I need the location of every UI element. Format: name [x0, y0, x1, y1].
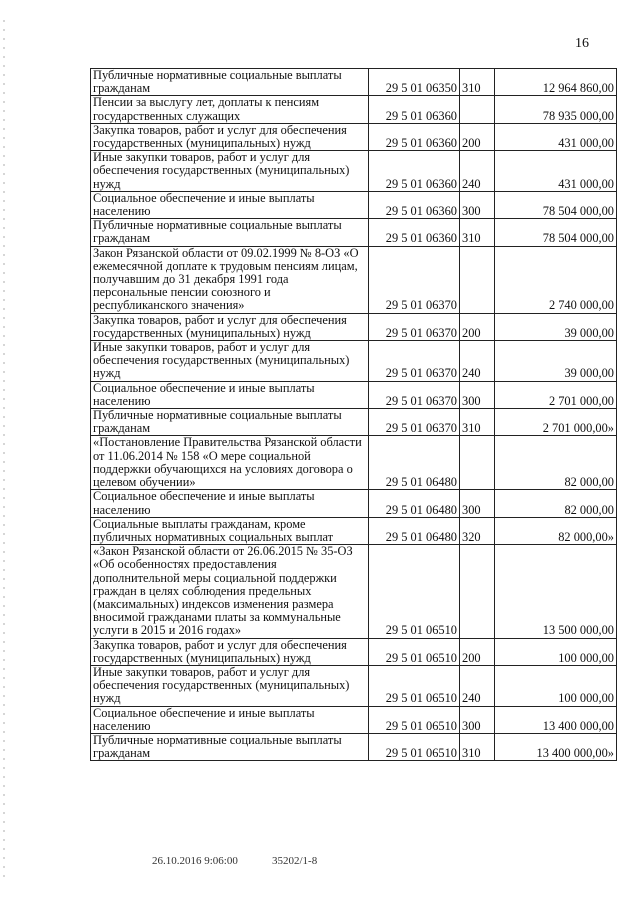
row-code: 29 5 01 06510: [369, 706, 460, 733]
row-type: 300: [460, 706, 495, 733]
table-row: [91, 733, 617, 760]
row-code: 29 5 01 06480: [369, 436, 460, 490]
row-type: 300: [460, 381, 495, 408]
row-code: 29 5 01 06350: [369, 69, 460, 96]
row-type: 200: [460, 313, 495, 340]
row-type: 300: [460, 191, 495, 218]
table-row: [91, 706, 617, 733]
row-code: 29 5 01 06480: [369, 517, 460, 544]
row-name: Иные закупки товаров, работ и услуг для обеспечения государственных (муниципальных) нужд: [91, 665, 369, 706]
table-row: [91, 219, 617, 246]
row-sum: 78 935 000,00: [495, 96, 617, 123]
row-type: [460, 436, 495, 490]
row-name: Публичные нормативные социальные выплаты гражданам: [91, 409, 369, 436]
page-number: 16: [575, 36, 589, 51]
row-name: Социальные выплаты гражданам, кроме публичных нормативных социальных выплат: [91, 517, 369, 544]
row-name: Иные закупки товаров, работ и услуг для обеспечения государственных (муниципальных) нужд: [91, 151, 369, 192]
row-type: 200: [460, 638, 495, 665]
table-row: [91, 191, 617, 218]
row-type: [460, 545, 495, 638]
row-code: 29 5 01 06360: [369, 191, 460, 218]
table-row: [91, 436, 617, 490]
table-row: [91, 123, 617, 150]
row-code: 29 5 01 06370: [369, 341, 460, 382]
table-row: [91, 246, 617, 313]
row-name: Публичные нормативные социальные выплаты гражданам: [91, 733, 369, 760]
row-sum: 2 740 000,00: [495, 246, 617, 313]
table-row: [91, 665, 617, 706]
row-type: [460, 96, 495, 123]
table-row: [91, 151, 617, 192]
budget-table-body: [91, 69, 617, 761]
row-type: 310: [460, 733, 495, 760]
row-type: 300: [460, 490, 495, 517]
row-type: 240: [460, 665, 495, 706]
table-row: [91, 545, 617, 638]
row-name: Социальное обеспечение и иные выплаты населению: [91, 490, 369, 517]
row-sum: 13 500 000,00: [495, 545, 617, 638]
row-name: Закупка товаров, работ и услуг для обеспечения государственных (муниципальных) нужд: [91, 123, 369, 150]
row-code: 29 5 01 06480: [369, 490, 460, 517]
row-code: 29 5 01 06370: [369, 246, 460, 313]
scan-margin-artifact: [3, 20, 5, 880]
row-type: 240: [460, 341, 495, 382]
row-code: 29 5 01 06370: [369, 381, 460, 408]
row-sum: 100 000,00: [495, 638, 617, 665]
table-row: [91, 409, 617, 436]
row-name: Закупка товаров, работ и услуг для обеспечения государственных (муниципальных) нужд: [91, 313, 369, 340]
row-name: Публичные нормативные социальные выплаты гражданам: [91, 69, 369, 96]
row-name: Социальное обеспечение и иные выплаты населению: [91, 706, 369, 733]
row-name: Закон Рязанской области от 09.02.1999 № 8-ОЗ «О ежемесячной доплате к трудовым пенсиям лицам, получавшим до 31 декабря 1991 года персональные пенсии союзного и республиканского значения»: [91, 246, 369, 313]
table-row: [91, 490, 617, 517]
row-sum: 39 000,00: [495, 313, 617, 340]
row-type: 310: [460, 409, 495, 436]
row-type: 310: [460, 219, 495, 246]
table-row: [91, 313, 617, 340]
table-row: [91, 341, 617, 382]
row-code: 29 5 01 06360: [369, 219, 460, 246]
row-sum: 82 000,00»: [495, 517, 617, 544]
row-code: 29 5 01 06510: [369, 545, 460, 638]
row-name: Публичные нормативные социальные выплаты гражданам: [91, 219, 369, 246]
row-name: Социальное обеспечение и иные выплаты населению: [91, 381, 369, 408]
row-sum: 2 701 000,00: [495, 381, 617, 408]
row-code: 29 5 01 06360: [369, 151, 460, 192]
row-code: 29 5 01 06510: [369, 638, 460, 665]
row-sum: 431 000,00: [495, 123, 617, 150]
row-sum: 78 504 000,00: [495, 191, 617, 218]
row-name: Иные закупки товаров, работ и услуг для обеспечения государственных (муниципальных) нужд: [91, 341, 369, 382]
row-type: 310: [460, 69, 495, 96]
row-sum: 2 701 000,00»: [495, 409, 617, 436]
table-row: [91, 69, 617, 96]
table-row: [91, 638, 617, 665]
budget-table: [90, 68, 617, 761]
row-type: 320: [460, 517, 495, 544]
row-sum: 82 000,00: [495, 436, 617, 490]
row-code: 29 5 01 06370: [369, 409, 460, 436]
row-sum: 78 504 000,00: [495, 219, 617, 246]
footer-date: 26.10.2016 9:06:00: [152, 855, 238, 867]
footer-doc-id: 35202/1-8: [272, 855, 318, 867]
row-sum: 12 964 860,00: [495, 69, 617, 96]
row-code: 29 5 01 06360: [369, 123, 460, 150]
row-name: Закупка товаров, работ и услуг для обеспечения государственных (муниципальных) нужд: [91, 638, 369, 665]
table-row: [91, 381, 617, 408]
row-code: 29 5 01 06360: [369, 96, 460, 123]
row-code: 29 5 01 06510: [369, 665, 460, 706]
row-name: Пенсии за выслугу лет, доплаты к пенсиям государственных служащих: [91, 96, 369, 123]
row-name: «Закон Рязанской области от 26.06.2015 № 35-ОЗ «Об особенностях предоставления дополнительной меры социальной поддержки граждан в целях соблюдения предельных (максимальных) индексов изменения размера вносимой гражданами платы за коммунальные услуги в 2015 и 2016 годах»: [91, 545, 369, 638]
row-code: 29 5 01 06510: [369, 733, 460, 760]
row-sum: 431 000,00: [495, 151, 617, 192]
row-sum: 82 000,00: [495, 490, 617, 517]
row-sum: 13 400 000,00: [495, 706, 617, 733]
row-name: «Постановление Правительства Рязанской области от 11.06.2014 № 158 «О мере социальной поддержки обучающихся на условиях договора о целевом обучении»: [91, 436, 369, 490]
row-name: Социальное обеспечение и иные выплаты населению: [91, 191, 369, 218]
row-sum: 39 000,00: [495, 341, 617, 382]
row-type: 240: [460, 151, 495, 192]
table-row: [91, 517, 617, 544]
row-sum: 100 000,00: [495, 665, 617, 706]
row-code: 29 5 01 06370: [369, 313, 460, 340]
table-row: [91, 96, 617, 123]
row-sum: 13 400 000,00»: [495, 733, 617, 760]
row-type: [460, 246, 495, 313]
row-type: 200: [460, 123, 495, 150]
